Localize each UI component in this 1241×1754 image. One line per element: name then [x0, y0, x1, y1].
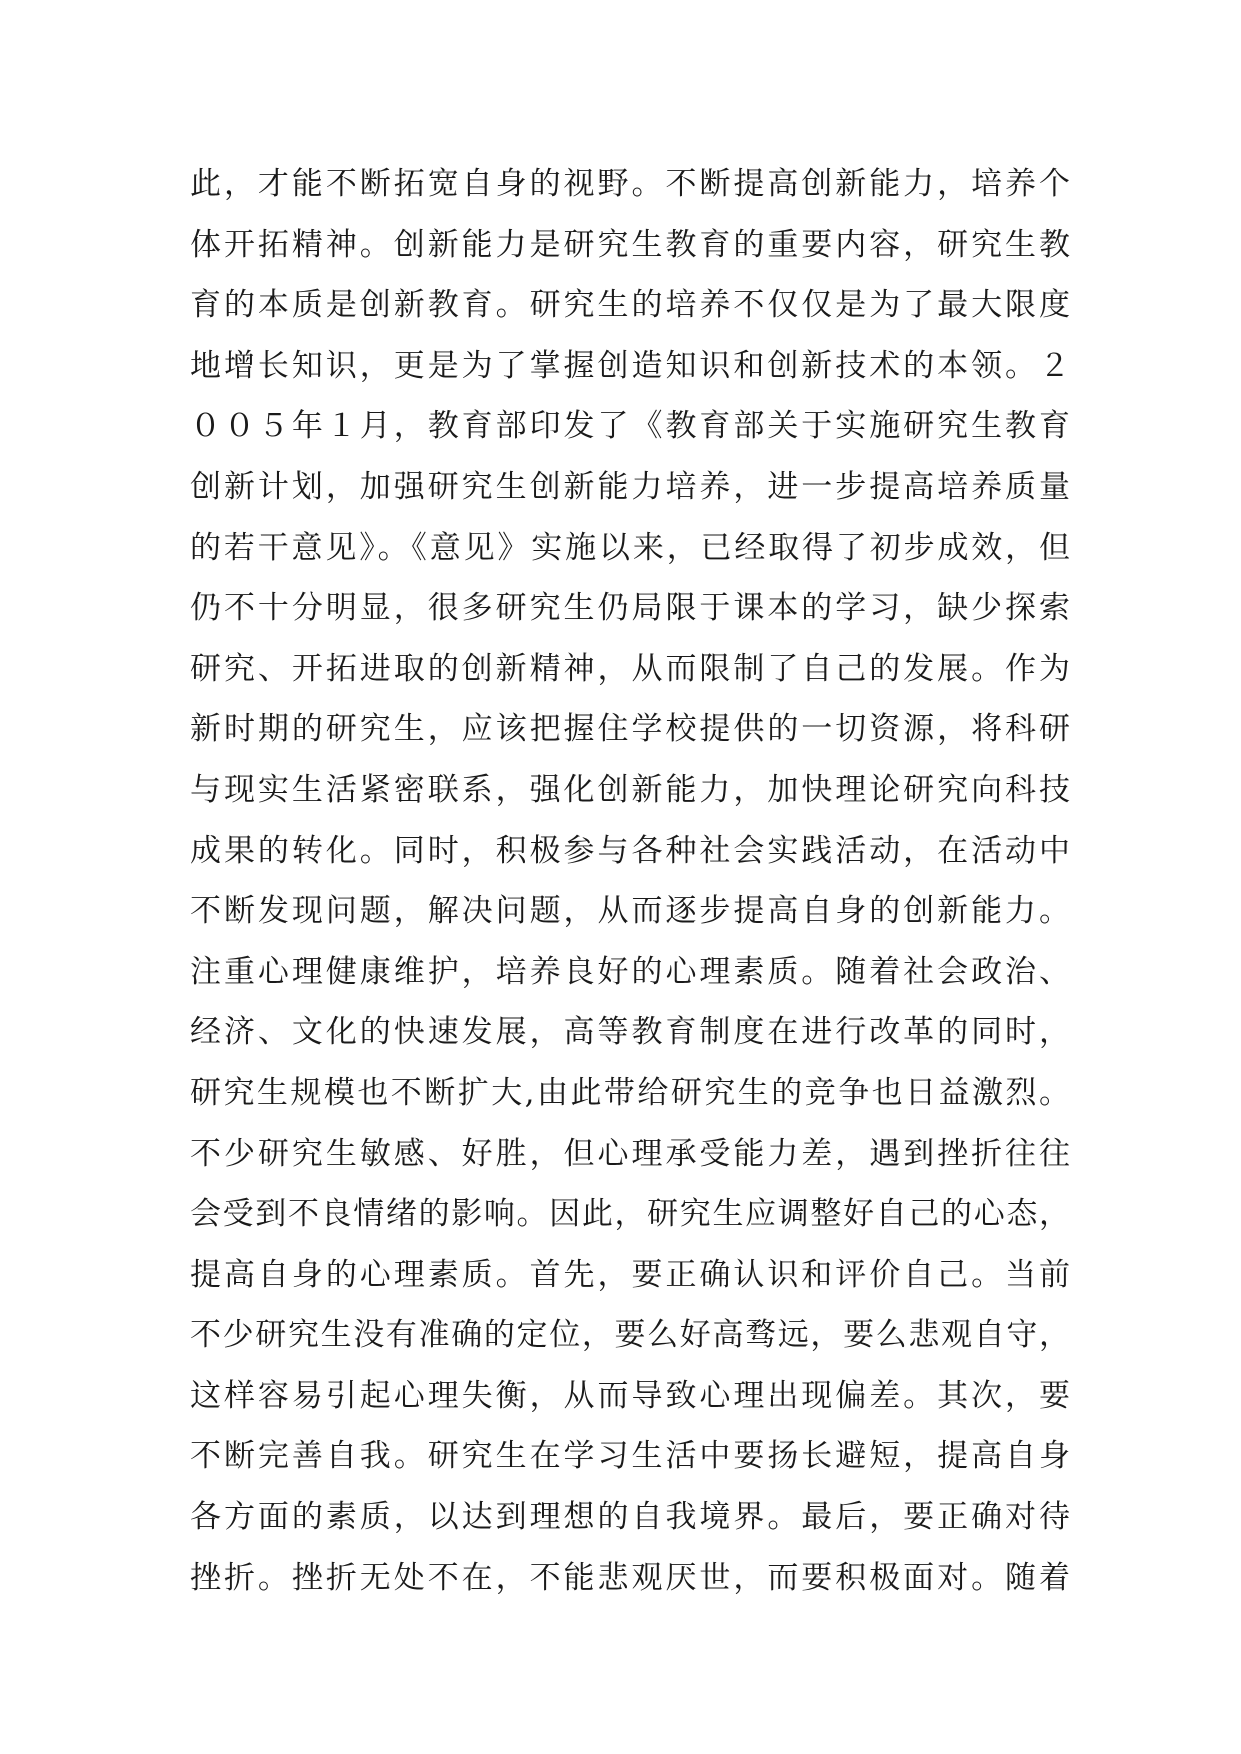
text-line: 研究、开拓进取的创新精神，从而限制了自己的发展。作为	[190, 650, 1070, 687]
text-line: 育的本质是创新教育。研究生的培养不仅仅是为了最大限度	[190, 287, 1070, 324]
text-line: 各方面的素质，以达到理想的自我境界。最后，要正确对待	[190, 1499, 1070, 1536]
text-line: 会受到不良情绪的影响。因此，研究生应调整好自己的心态，	[190, 1196, 1070, 1233]
text-line: ００５年１月，教育部印发了《教育部关于实施研究生教育	[190, 408, 1070, 445]
text-line: 经济、文化的快速发展，高等教育制度在进行改革的同时，	[190, 1014, 1070, 1051]
text-line: 不少研究生没有准确的定位，要么好高骛远，要么悲观自守，	[190, 1317, 1070, 1354]
text-line: 不断完善自我。研究生在学习生活中要扬长避短，提高自身	[190, 1438, 1070, 1475]
text-line: 注重心理健康维护，培养良好的心理素质。随着社会政治、	[190, 953, 1070, 990]
text-line: 成果的转化。同时，积极参与各种社会实践活动，在活动中	[190, 832, 1070, 869]
text-line: 仍不十分明显，很多研究生仍局限于课本的学习，缺少探索	[190, 590, 1070, 627]
text-line: 创新计划，加强研究生创新能力培养，进一步提高培养质量	[190, 468, 1070, 505]
text-line: 新时期的研究生，应该把握住学校提供的一切资源，将科研	[190, 711, 1070, 748]
text-line: 挫折。挫折无处不在，不能悲观厌世，而要积极面对。随着	[190, 1559, 1070, 1596]
text-line: 提高自身的心理素质。首先，要正确认识和评价自己。当前	[190, 1256, 1070, 1293]
text-line: 不断发现问题，解决问题，从而逐步提高自身的创新能力。	[190, 893, 1070, 930]
body-text	[190, 154, 1070, 1608]
text-line: 此，才能不断拓宽自身的视野。不断提高创新能力，培养个	[190, 166, 1070, 202]
text-line: 体开拓精神。创新能力是研究生教育的重要内容，研究生教	[190, 226, 1070, 263]
text-line: 不少研究生敏感、好胜，但心理承受能力差，遇到挫折往往	[190, 1135, 1070, 1172]
text-line: 这样容易引起心理失衡，从而导致心理出现偏差。其次，要	[190, 1377, 1070, 1414]
text-line: 与现实生活紧密联系，强化创新能力，加快理论研究向科技	[190, 771, 1070, 808]
text-line: 研究生规模也不断扩大,由此带给研究生的竞争也日益激烈。	[190, 1074, 1070, 1111]
text-line: 的若干意见》。《意见》实施以来，已经取得了初步成效，但	[190, 529, 1070, 566]
text-line: 地增长知识，更是为了掌握创造知识和创新技术的本领。２	[190, 347, 1070, 384]
